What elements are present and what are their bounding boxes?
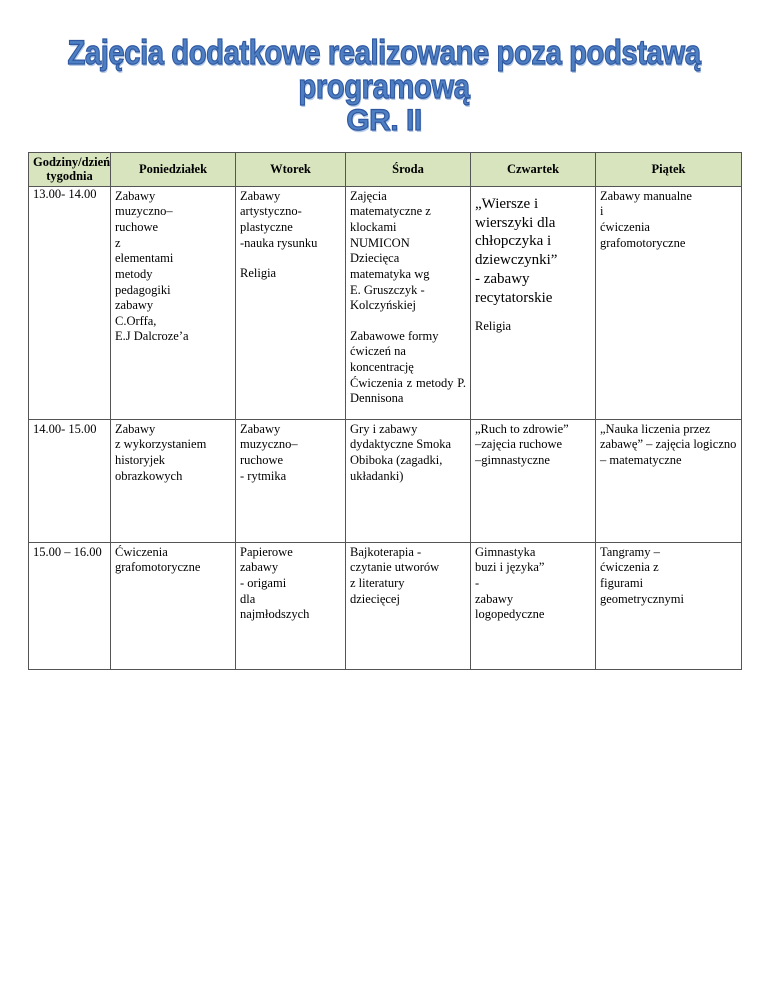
cell-line: ruchowe bbox=[240, 453, 284, 467]
cell-line: grafomotoryczne bbox=[115, 560, 201, 575]
cell-line: Zajęcia bbox=[350, 188, 387, 203]
cell-line: muzyczno– bbox=[115, 204, 173, 219]
cell-line: ruchowe bbox=[115, 220, 159, 234]
cell-line: Bajkoterapia - bbox=[350, 544, 422, 559]
table-header-row bbox=[29, 153, 742, 187]
cell-line: grafomotoryczne bbox=[600, 235, 686, 250]
cell-monday bbox=[111, 419, 236, 542]
cell-line: chłopczyka i bbox=[475, 233, 552, 250]
cell-line: E.J Dalcroze’a bbox=[115, 329, 189, 344]
cell-line: Zabawy bbox=[115, 188, 156, 203]
cell-line: recytatorskie bbox=[475, 289, 553, 306]
cell-line: Kolczyńskiej bbox=[350, 298, 416, 313]
cell-line: zabawy bbox=[475, 591, 514, 606]
cell-tuesday bbox=[236, 419, 346, 542]
cell-line: - zabawy bbox=[475, 270, 530, 287]
schedule-table bbox=[28, 152, 742, 670]
cell-line: dziecięcej bbox=[350, 591, 400, 606]
cell-line: klockami bbox=[350, 220, 397, 234]
cell-line: ćwiczenia bbox=[600, 220, 650, 234]
table-row bbox=[29, 186, 742, 419]
spacer bbox=[240, 251, 341, 266]
cell-line: „Wiersze i bbox=[475, 195, 539, 212]
cell-line: figurami bbox=[600, 576, 644, 590]
cell-friday bbox=[596, 542, 742, 669]
cell-line: Ćwiczenia bbox=[115, 544, 168, 559]
cell-line: czytanie utworów bbox=[350, 560, 440, 575]
cell-monday bbox=[111, 542, 236, 669]
cell-hours: 15.00 – 16.00 bbox=[29, 542, 111, 669]
title-line-1: Zajęcia dodatkowe realizowane poza podstawą programową bbox=[67, 34, 701, 106]
cell-hours: 14.00- 15.00 bbox=[29, 419, 111, 542]
cell-line: pedagogiki bbox=[115, 282, 171, 297]
cell-line: muzyczno– bbox=[240, 437, 298, 452]
title-line-2: GR. II bbox=[346, 104, 422, 137]
cell-line: matematyczne z bbox=[350, 204, 431, 219]
cell-line: Gimnastyka bbox=[475, 544, 536, 559]
cell-thursday bbox=[471, 542, 596, 669]
cell-line: zabawy bbox=[240, 560, 279, 575]
spacer bbox=[350, 314, 466, 329]
cell-hours: 13.00- 14.00 bbox=[29, 186, 111, 419]
cell-line: obrazkowych bbox=[115, 468, 183, 483]
cell-line: Tangramy – bbox=[600, 544, 660, 559]
cell-line: Zabawy bbox=[115, 421, 156, 436]
cell-monday bbox=[111, 186, 236, 419]
cell-wednesday: Gry i zabawy dydaktyczne Smoka Obiboka (zagadki, układanki) bbox=[346, 419, 471, 542]
cell-line: - bbox=[475, 576, 480, 590]
cell-line: plastyczne bbox=[240, 220, 293, 234]
cell-line: z wykorzystaniem bbox=[115, 437, 207, 452]
cell-thursday bbox=[471, 186, 596, 419]
cell-line: NUMICON bbox=[350, 235, 410, 250]
cell-line-religia: Religia bbox=[240, 266, 277, 281]
header-hours bbox=[29, 153, 111, 187]
cell-tuesday bbox=[236, 186, 346, 419]
cell-friday: „Nauka liczenia przez zabawę” – zajęcia logiczno – matematyczne bbox=[596, 419, 742, 542]
table-row bbox=[29, 542, 742, 669]
header-tuesday: Wtorek bbox=[236, 153, 346, 187]
cell-line: najmłodszych bbox=[240, 607, 310, 622]
cell-line: historyjek bbox=[115, 453, 165, 467]
header-friday: Piątek bbox=[596, 153, 742, 187]
cell-line: Zabawy manualne bbox=[600, 188, 692, 203]
cell-line: Zabawowe formy bbox=[350, 328, 439, 343]
cell-line: „Ruch to zdrowie” bbox=[475, 421, 569, 436]
header-thursday: Czwartek bbox=[471, 153, 596, 187]
header-monday: Poniedziałek bbox=[111, 153, 236, 187]
cell-line: dla bbox=[240, 591, 256, 606]
cell-line: artystyczno- bbox=[240, 204, 302, 219]
cell-line: Papierowe bbox=[240, 544, 293, 559]
cell-line: ćwiczeń na bbox=[350, 344, 406, 359]
cell-line: –gimnastyczne bbox=[475, 453, 550, 467]
cell-line: -nauka rysunku bbox=[240, 235, 318, 250]
cell-line: dziewczynki” bbox=[475, 252, 558, 268]
cell-line: –zajęcia ruchowe bbox=[475, 437, 563, 452]
cell-line: Zabawy bbox=[240, 188, 281, 203]
cell-line-justified: Ćwiczenia z metody P. Dennisona bbox=[350, 375, 466, 406]
cell-thursday bbox=[471, 419, 596, 542]
cell-line: metody bbox=[115, 266, 153, 281]
cell-wednesday bbox=[346, 186, 471, 419]
poem-block bbox=[475, 195, 591, 308]
cell-line: buzi i języka” bbox=[475, 560, 545, 575]
cell-line: ćwiczenia z bbox=[600, 560, 659, 575]
cell-line: C.Orffa, bbox=[115, 313, 157, 328]
cell-line: z literatury bbox=[350, 576, 405, 590]
cell-line: koncentrację bbox=[350, 360, 414, 374]
cell-line: - origami bbox=[240, 576, 287, 590]
cell-line: logopedyczne bbox=[475, 607, 545, 622]
cell-tuesday bbox=[236, 542, 346, 669]
cell-line: matematyka wg bbox=[350, 266, 430, 281]
header-hours-line2: tygodnia bbox=[46, 169, 93, 184]
cell-friday bbox=[596, 186, 742, 419]
cell-line: - rytmika bbox=[240, 468, 287, 483]
cell-line: Dziecięca bbox=[350, 251, 400, 266]
cell-line: zabawy bbox=[115, 298, 154, 313]
cell-line: Zabawy bbox=[240, 421, 281, 436]
table-row bbox=[29, 419, 742, 542]
cell-line: i bbox=[600, 204, 604, 219]
page-title bbox=[0, 36, 768, 136]
cell-line: z bbox=[115, 235, 121, 250]
cell-line: E. Gruszczyk - bbox=[350, 282, 425, 297]
cell-wednesday bbox=[346, 542, 471, 669]
cell-line: wierszyki dla bbox=[475, 214, 556, 231]
cell-line: geometrycznymi bbox=[600, 591, 684, 606]
header-wednesday: Środa bbox=[346, 153, 471, 187]
cell-line-religia: Religia bbox=[475, 319, 512, 334]
header-hours-line1: Godziny/dzień bbox=[33, 155, 111, 169]
cell-line: elementami bbox=[115, 251, 174, 266]
